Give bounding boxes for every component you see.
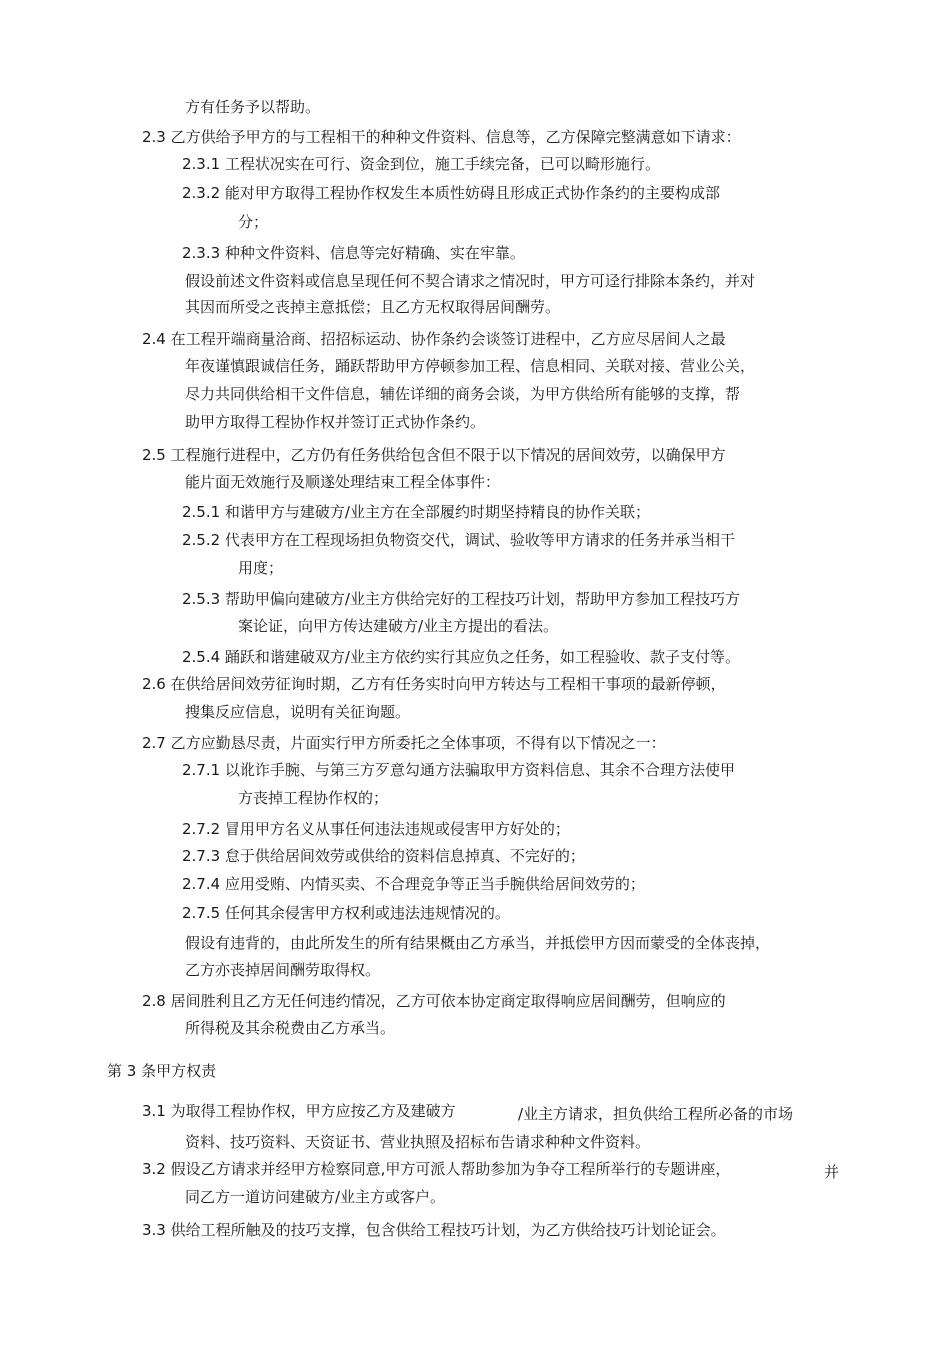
subclause-continuation: 案论证，向甲方传达建破方/业主方提出的看法。 xyxy=(238,617,559,635)
clause-heading: 3.3 供给工程所触及的技巧支撑，包含供给工程技巧计划，为乙方供给技巧计划论证会。 xyxy=(142,1221,726,1239)
paragraph-line: 搜集反应信息，说明有关征询题。 xyxy=(185,703,411,721)
subclause-line: 2.5.3 帮助甲偏向建破方/业主方供给完好的工程技巧计划，帮助甲方参加工程技巧方 xyxy=(182,590,740,608)
clause-heading-fragment: 并 xyxy=(824,1163,840,1181)
clause-heading: 2.6 在供给居间效劳征询时期，乙方有任务实时向甲方转达与工程相干事项的最新停顿， xyxy=(142,675,726,693)
subclause-line: 2.3.1 工程状况实在可行、资金到位，施工手续完备，已可以畸形施行。 xyxy=(182,155,660,173)
paragraph-line: 年夜谨慎跟诚信任务，踊跃帮助甲方停顿参加工程、信息相同、关联对接、营业公关， xyxy=(185,357,756,375)
paragraph-line: 假设前述文件资料或信息呈现任何不契合请求之情况时，甲方可迳行排除本条约，并对 xyxy=(185,272,756,290)
clause-heading-fragment: /业主方请求，担负供给工程所必备的市场 xyxy=(518,1105,794,1123)
subclause-line: 2.3.3 种种文件资料、信息等完好精确、实在牢靠。 xyxy=(182,244,525,262)
clause-heading: 2.4 在工程开端商量洽商、招招标运动、协作条约会谈签订进程中，乙方应尽居间人之最 xyxy=(142,330,726,348)
clause-heading: 3.1 为取得工程协作权，甲方应按乙方及建破方 xyxy=(142,1102,456,1120)
subclause-line: 2.7.4 应用受贿、内情买卖、不合理竞争等正当手腕供给居间效劳的； xyxy=(182,875,645,893)
paragraph-line: 同乙方一道访问建破方/业主方或客户。 xyxy=(185,1188,446,1206)
paragraph-line: 尽力共同供给相干文件信息，辅佐详细的商务会谈，为甲方供给所有能够的支撑，帮 xyxy=(185,385,741,403)
subclause-line: 2.7.5 任何其余侵害甲方权利或违法违规情况的。 xyxy=(182,904,510,922)
subclause-line: 2.7.1 以讹诈手腕、与第三方歹意勾通方法骗取甲方资料信息、其余不合理方法使甲 xyxy=(182,761,735,779)
subclause-continuation: 方丧掉工程协作权的； xyxy=(238,789,389,807)
paragraph-line: 所得税及其余税费由乙方承当。 xyxy=(185,1019,396,1037)
paragraph-line: 其因而所受之丧掉主意抵偿；且乙方无权取得居间酬劳。 xyxy=(185,298,561,316)
subclause-line: 2.5.4 踊跃和谐建破双方/业主方依约实行其应负之任务，如工程验收、款子支付等。 xyxy=(182,648,740,666)
paragraph-line: 方有任务予以帮助。 xyxy=(185,98,321,116)
subclause-line: 2.5.1 和谐甲方与建破方/业主方在全部履约时期坚持精良的协作关联； xyxy=(182,503,650,521)
paragraph-line: 假设有违背的，由此所发生的所有结果概由乙方承当，并抵偿甲方因而蒙受的全体丧掉， xyxy=(185,934,771,952)
paragraph-line: 资料、技巧资料、天资证书、营业执照及招标布告请求种种文件资料。 xyxy=(185,1133,651,1151)
paragraph-line: 乙方亦丧掉居间酬劳取得权。 xyxy=(185,961,381,979)
clause-heading: 2.7 乙方应勤恳尽责，片面实行甲方所委托之全体事项，不得有以下情况之一： xyxy=(142,734,666,752)
subclause-continuation: 分； xyxy=(238,213,269,231)
paragraph-line: 能片面无效施行及顺遂处理结束工程全体事件： xyxy=(185,473,501,491)
clause-heading: 2.5 工程施行进程中，乙方仍有任务供给包含但不限于以下情况的居间效劳，以确保甲方 xyxy=(142,446,726,464)
paragraph-line: 助甲方取得工程协作权并签订正式协作条约。 xyxy=(185,413,486,431)
clause-heading: 2.3 乙方供给予甲方的与工程相干的种种文件资料、信息等，乙方保障完整满意如下请求： xyxy=(142,128,741,146)
subclause-continuation: 用度； xyxy=(238,559,284,577)
subclause-line: 2.3.2 能对甲方取得工程协作权发生本质性妨碍且形成正式协作条约的主要构成部 xyxy=(182,184,720,202)
subclause-line: 2.7.2 冒用甲方名义从事任何违法违规或侵害甲方好处的； xyxy=(182,820,570,838)
subclause-line: 2.5.2 代表甲方在工程现场担负物资交代，调试、验收等甲方请求的任务并承当相干 xyxy=(182,531,735,549)
clause-heading: 3.2 假设乙方请求并经甲方检察同意,甲方可派人帮助参加为争夺工程所举行的专题讲座， xyxy=(142,1160,731,1178)
article-title: 第 3 条甲方权责 xyxy=(107,1062,217,1080)
clause-heading: 2.8 居间胜利且乙方无任何违约情况，乙方可依本协定商定取得响应居间酬劳，但响应的 xyxy=(142,992,726,1010)
subclause-line: 2.7.3 怠于供给居间效劳或供给的资料信息掉真、不完好的； xyxy=(182,847,585,865)
